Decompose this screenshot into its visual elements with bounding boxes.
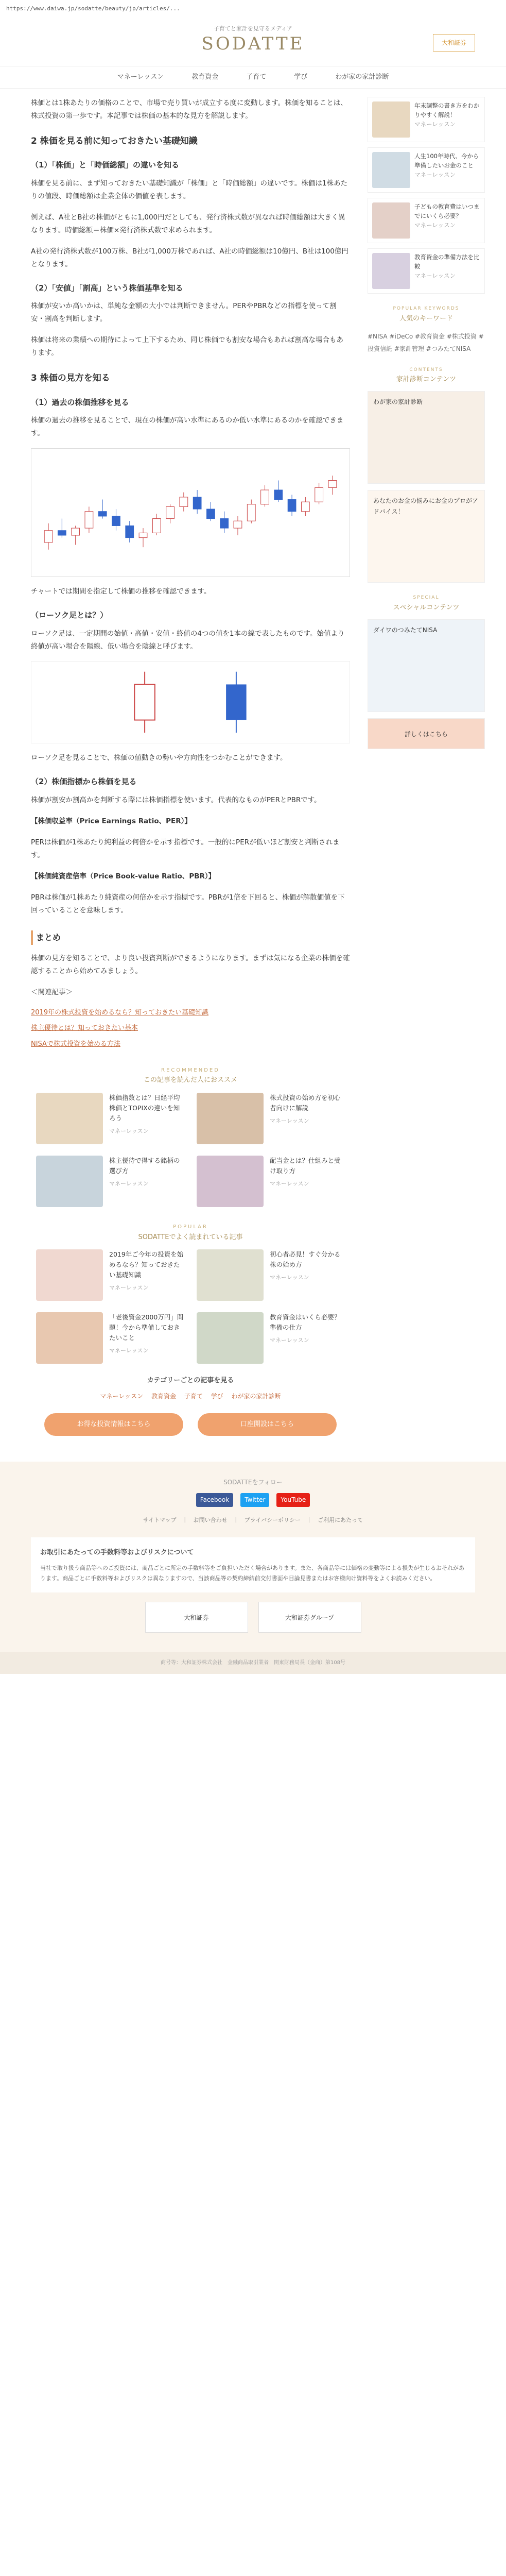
card-title: 「老後資金2000万円」問題！今から準備しておきたいこと	[109, 1313, 184, 1342]
candle-body	[126, 526, 134, 538]
section-heading: 3 株価の見方を知る	[31, 373, 110, 384]
cta-button[interactable]: 口座開設はこちら	[198, 1413, 337, 1436]
paragraph: 株価は将来の業績への期待によって上下するため、同じ株価でも割安な場合もあれば割高な場合もあります。	[31, 336, 343, 358]
candle-body	[139, 533, 147, 537]
subsection-heading: （2）「安値」「割高」という株価基準を知る	[31, 283, 183, 293]
footer-links[interactable]: サイトマップ ｜ お問い合わせ ｜ プライバシーポリシー ｜ ご利用にあたって	[143, 1517, 363, 1524]
candle-body	[152, 519, 161, 533]
sns-links	[0, 1493, 506, 1507]
partner-logos	[0, 1602, 506, 1633]
candle-body	[315, 487, 323, 502]
paragraph: PBRは株価が1株あたり純資産の何倍かを示す指標です。PBRが1倍を下回ると、株価が解散価値を下回っていることを意味します。	[31, 893, 345, 914]
candlestick-svg	[31, 449, 350, 577]
side-banner[interactable]: あなたのお金の悩みにお金のプロがアドバイス！	[368, 490, 485, 583]
card-category: マネーレッスン	[270, 1180, 309, 1188]
content-wrap	[0, 89, 506, 1451]
card-title: 株価指数とは？日経平均株価とTOPIXの違いを知ろう	[109, 1094, 180, 1123]
bear-body	[226, 685, 247, 720]
contents-heading-en: CONTENTS	[409, 367, 443, 372]
candle-body	[301, 502, 309, 512]
partner-logo[interactable]: 大和証券	[145, 1602, 248, 1633]
side-article[interactable]	[368, 147, 485, 193]
subsection-heading: （1）過去の株価推移を見る	[31, 397, 129, 407]
side-banner[interactable]: 詳しくはこちら	[368, 718, 485, 749]
candle-body	[72, 528, 80, 535]
related-label: ＜関連記事＞	[31, 988, 73, 996]
popular-card[interactable]	[197, 1312, 345, 1364]
card-thumbnail	[197, 1312, 264, 1364]
risk-notice	[31, 1537, 475, 1592]
category-tags	[31, 1375, 350, 1402]
cta-button[interactable]: お得な投資情報はこちら	[44, 1413, 183, 1436]
card-thumbnail	[36, 1249, 103, 1301]
category-tag[interactable]: わが家の家計診断	[231, 1393, 281, 1400]
nav-item[interactable]: 子育て	[246, 73, 267, 81]
candle-body	[193, 497, 201, 509]
recommend-card[interactable]	[197, 1156, 345, 1207]
related-item	[31, 1039, 350, 1050]
keywords-heading-en: POPULAR KEYWORDS	[393, 306, 460, 311]
side-thumb	[372, 202, 410, 239]
partner-logo[interactable]: 大和証券グループ	[258, 1602, 361, 1633]
paragraph: A社の発行済株式数が100万株、B社が1,000万株であれば、A社の時価総額は10億円、B社は100億円となります。	[31, 247, 348, 268]
risk-notice-text: 当社で取り扱う商品等へのご投資には、商品ごとに所定の手数料等をご負担いただく場合があります。また、各商品等には価格の変動等による損失が生じるおそれがあります。商品ごとに手数料等およびリスクは異なりますので、当該商品等の契約締結前交付書面や目論見書またはお客様向け資料等をよくお読みください。	[40, 1564, 465, 1582]
candle-body	[288, 500, 296, 512]
related-item	[31, 1023, 350, 1035]
card-category: マネーレッスン	[109, 1284, 149, 1292]
candle-diagram-svg	[31, 662, 350, 743]
card-title: 株式投資の始め方を初心者向けに解説	[270, 1094, 341, 1112]
cta-row	[31, 1413, 350, 1436]
candle-body	[98, 512, 107, 516]
risk-notice-heading: お取引にあたっての手数料等およびリスクについて	[40, 1549, 194, 1557]
side-article[interactable]	[368, 198, 485, 243]
paragraph: 例えば、A社とB社の株価がともに1,000円だとしても、発行済株式数が異なれば時価総額は大きく異なります。時価総額＝株価×発行済株式数で求められます。	[31, 213, 345, 234]
global-nav	[0, 66, 506, 89]
bull-body	[134, 685, 155, 720]
recommend-card[interactable]	[36, 1156, 184, 1207]
nav-item[interactable]: マネーレッスン	[117, 73, 164, 81]
paragraph: PERは株価が1株あたり純利益の何倍かを示す指標です。一般的にPERが低いほど割安と判断されます。	[31, 838, 340, 859]
side-banner[interactable]: ダイワのつみたてNISA	[368, 619, 485, 712]
per-heading: 【株価収益率（Price Earnings Ratio、PER）】	[31, 817, 191, 825]
side-title: 子どもの教育費はいつまでにいくら必要？	[414, 203, 480, 219]
popular-card[interactable]	[197, 1249, 345, 1301]
keyword-list[interactable]: #NISA #iDeCo #教育資金 #株式投資 #投資信託 #家計管理 #つみたてNISA	[368, 332, 484, 352]
category-tags-title: カテゴリーごとの記事を見る	[147, 1377, 234, 1385]
card-category: マネーレッスン	[270, 1117, 309, 1125]
related-link[interactable]: 株主優待とは？知っておきたい基本	[31, 1024, 138, 1032]
site-tagline: 子育てと家計を見守るメディア	[213, 25, 293, 32]
card-title: 株主優待で得する銘柄の選び方	[109, 1157, 180, 1175]
related-item	[31, 1007, 350, 1019]
card-thumbnail	[36, 1312, 103, 1364]
keywords-heading-text: 人気のキーワード	[399, 314, 453, 323]
contents-heading	[368, 366, 485, 386]
related-link[interactable]: 2019年の株式投資を始めるなら？知っておきたい基礎知識	[31, 1008, 209, 1016]
nav-item[interactable]: わが家の家計診断	[335, 73, 389, 81]
recommend-card[interactable]	[197, 1093, 345, 1144]
recommend-heading-text: この記事を読んだ人におススメ	[143, 1076, 237, 1084]
card-title: 初心者必見！すぐ分かる株の始め方	[270, 1250, 341, 1269]
section-heading: 2 株価を見る前に知っておきたい基礎知識	[31, 135, 198, 146]
chart-caption: チャートでは期間を指定して株価の推移を確認できます。	[31, 587, 211, 596]
paragraph: 株価の見方を知ることで、より良い投資判断ができるようになります。まずは気になる企業の株価を確認することから始めてみましょう。	[31, 954, 350, 975]
special-heading	[368, 594, 485, 614]
candle-body	[328, 481, 337, 488]
popular-heading-en: POPULAR	[173, 1224, 208, 1230]
candlestick-chart	[31, 448, 350, 577]
side-category: マネーレッスン	[414, 221, 456, 229]
candle-body	[207, 509, 215, 519]
recommend-heading-en: RECOMMENDED	[161, 1067, 220, 1073]
side-category: マネーレッスン	[414, 120, 456, 128]
side-title: 教育資金の準備方法を比較	[414, 253, 480, 270]
recommend-card[interactable]	[36, 1093, 184, 1144]
candle-body	[234, 521, 242, 528]
facebook-icon[interactable]: Facebook	[196, 1493, 233, 1507]
card-category: マネーレッスン	[109, 1180, 149, 1188]
card-category: マネーレッスン	[270, 1274, 309, 1281]
card-title: 2019年ご今年の投資を始めるなら？知っておきたい基礎知識	[109, 1250, 184, 1279]
article-main	[31, 89, 350, 1451]
copyright: 商号等：大和証券株式会社 金融商品取引業者 関東財務局長（金商）第108号	[0, 1652, 506, 1674]
header-brand-link[interactable]: 大和証券	[433, 34, 475, 52]
candle-body	[274, 490, 283, 500]
subsection-heading: （2）株価指標から株価を見る	[31, 777, 137, 787]
side-title: 人生100年時代、今から準備したいお金のこと	[414, 152, 479, 169]
paragraph: 株価の過去の推移を見ることで、現在の株価が高い水準にあるのか低い水準にあるのかを確認できます。	[31, 416, 344, 438]
side-thumb	[372, 152, 410, 188]
recommend-heading	[31, 1066, 350, 1087]
card-title: 教育資金はいくら必要？準備の仕方	[270, 1313, 341, 1332]
recommend-grid	[36, 1093, 345, 1207]
site-logo[interactable]: SODATTE	[201, 33, 305, 55]
site-header	[0, 16, 506, 66]
popular-card[interactable]	[36, 1249, 184, 1301]
card-category: マネーレッスン	[109, 1347, 149, 1354]
paragraph: 株価が安いか高いかは、単純な金額の大小では判断できません。PERやPBRなどの指標を使って割安・割高を判断します。	[31, 302, 337, 324]
popular-card[interactable]	[36, 1312, 184, 1364]
card-thumbnail	[197, 1093, 264, 1144]
candle-body	[58, 531, 66, 535]
candle-body	[180, 497, 188, 507]
card-category: マネーレッスン	[109, 1128, 149, 1135]
category-tag[interactable]: 学び	[211, 1393, 223, 1400]
paragraph: ローソク足は、一定期間の始値・高値・安値・終値の4つの値を1本の線で表したものです。始値より終値が高い場合を陽線、低い場合を陰線と呼びます。	[31, 629, 345, 651]
summary-heading: まとめ	[31, 930, 350, 945]
candle-body	[166, 506, 175, 518]
related-list	[31, 1007, 350, 1050]
subsection-heading: （ローソク足とは？）	[31, 611, 108, 620]
subsection-heading: （1）「株価」と「時価総額」の違いを知る	[31, 160, 179, 170]
url-bar[interactable]: https://www.daiwa.jp/sodatte/beauty/jp/articles/...	[6, 5, 180, 12]
side-category: マネーレッスン	[414, 171, 456, 178]
candle-body	[261, 490, 269, 504]
side-thumb	[372, 253, 410, 289]
pbr-heading: 【株価純資産倍率（Price Book-value Ratio、PBR）】	[31, 872, 216, 880]
side-category: マネーレッスン	[414, 272, 456, 279]
card-thumbnail	[197, 1249, 264, 1301]
related-link[interactable]: NISAで株式投資を始める方法	[31, 1040, 120, 1048]
candle-body	[112, 516, 120, 526]
candle-body	[85, 512, 93, 528]
candle-body	[247, 504, 255, 521]
special-heading-text: スペシャルコンテンツ	[393, 603, 460, 612]
category-tag[interactable]: 教育資金	[151, 1393, 176, 1400]
paragraph: 株価が割安か割高かを判断する際には株価指標を使います。代表的なものがPERとPBRです。	[31, 795, 321, 804]
side-banner[interactable]: わが家の家計診断	[368, 391, 485, 484]
nav-item[interactable]: 学び	[294, 73, 308, 81]
popular-heading	[31, 1223, 350, 1243]
candle-diagram	[31, 661, 350, 743]
side-article[interactable]	[368, 248, 485, 294]
card-thumbnail	[36, 1093, 103, 1144]
card-title: 配当金とは？仕組みと受け取り方	[270, 1157, 341, 1175]
special-heading-en: SPECIAL	[413, 595, 440, 600]
youtube-icon[interactable]: YouTube	[276, 1493, 310, 1507]
nav-item[interactable]: 教育資金	[191, 73, 219, 81]
side-thumb	[372, 101, 410, 138]
twitter-icon[interactable]: Twitter	[240, 1493, 269, 1507]
article-intro: 株価とは1株あたりの価格のことで、市場で売り買いが成立する度に変動します。株価を知ることは、株式投資の第一歩です。本記事では株価の基本的な見方を解説します。	[31, 99, 347, 120]
card-thumbnail	[197, 1156, 264, 1207]
candle-body	[44, 531, 53, 543]
site-footer	[0, 1462, 506, 1652]
sidebar	[368, 89, 485, 1451]
follow-label: SODATTEをフォロー	[223, 1479, 283, 1486]
card-category: マネーレッスン	[270, 1337, 309, 1344]
contents-heading-text: 家計診断コンテンツ	[396, 376, 457, 384]
side-title: 年末調整の書き方をわかりやすく解説！	[414, 102, 480, 118]
popular-heading-text: SODATTEでよく読まれている記事	[138, 1233, 243, 1241]
popular-grid	[36, 1249, 345, 1364]
side-article[interactable]	[368, 97, 485, 142]
paragraph: ローソク足を見ることで、株価の値動きの勢いや方向性をつかむことができます。	[31, 754, 287, 762]
keywords-heading	[368, 305, 485, 325]
category-tag[interactable]: 子育て	[184, 1393, 203, 1400]
paragraph: 株価を見る前に、まず知っておきたい基礎知識が「株価」と「時価総額」の違いです。株価は1株あたりの値段、時価総額は企業全体の価値を表します。	[31, 179, 348, 200]
category-tag[interactable]: マネーレッスン	[100, 1393, 144, 1400]
candle-body	[220, 519, 229, 529]
card-thumbnail	[36, 1156, 103, 1207]
